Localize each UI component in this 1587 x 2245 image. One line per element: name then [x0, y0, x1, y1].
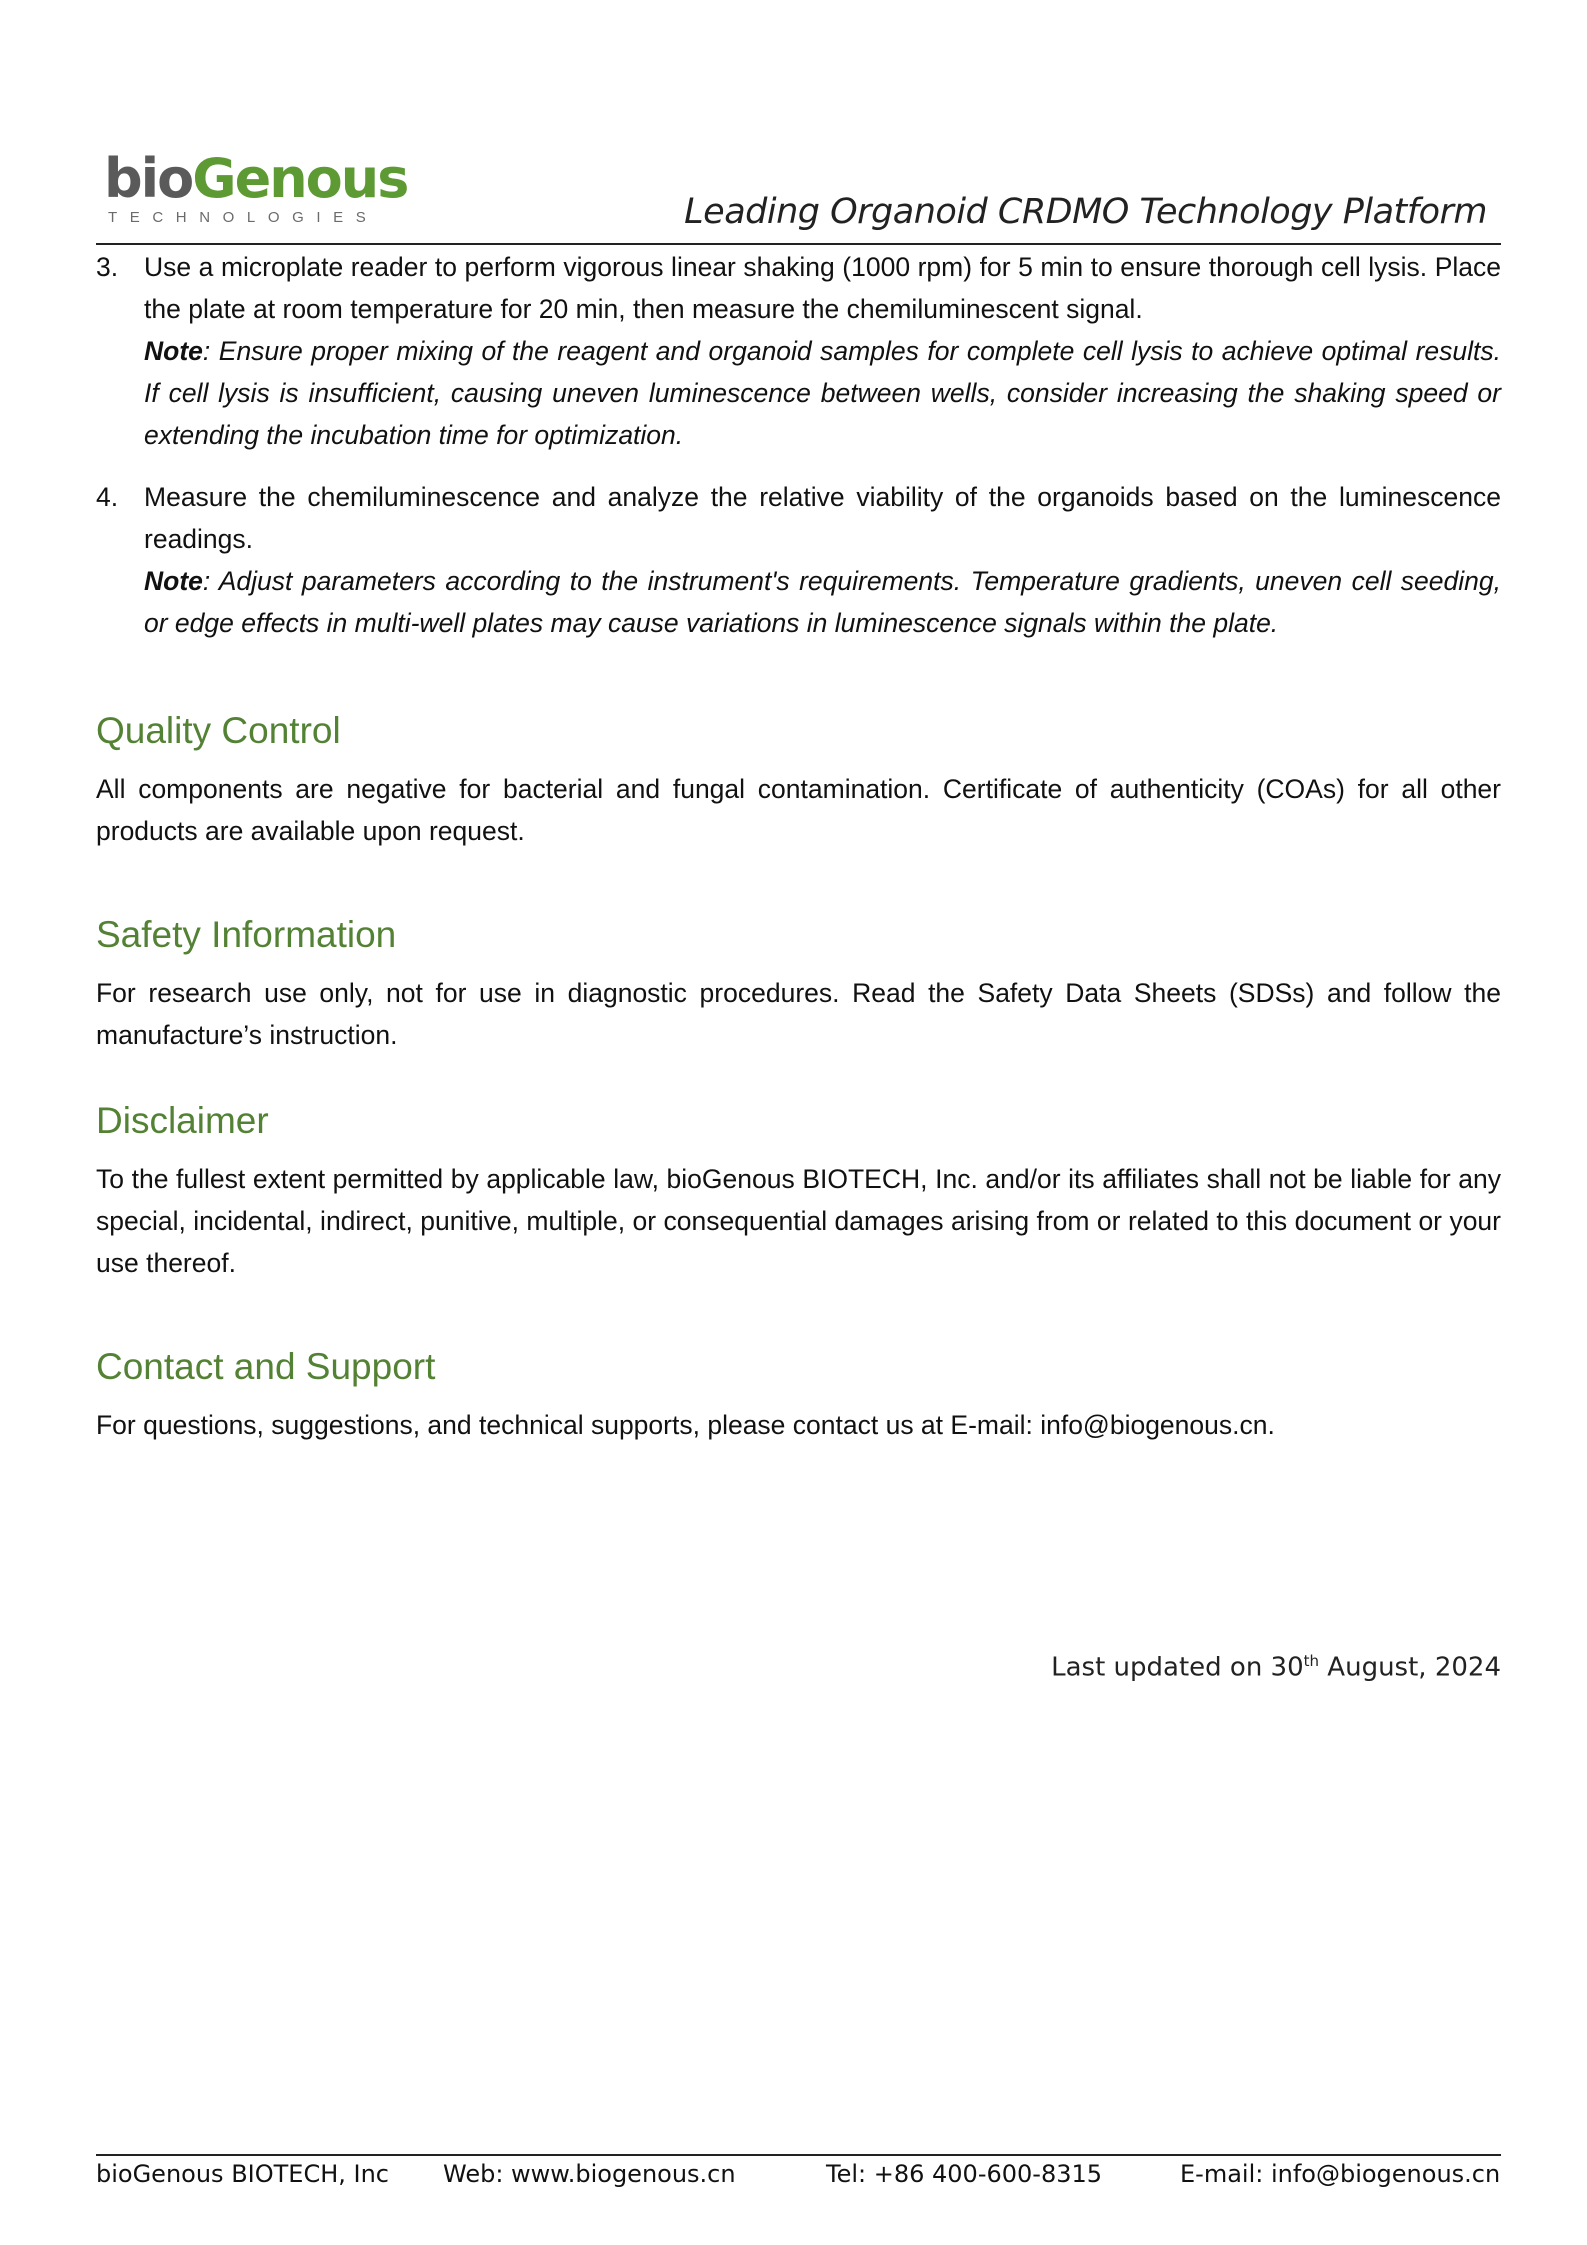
step-note [144, 560, 1501, 644]
section-body-safety-information: For research use only, not for use in diagnostic procedures. Read the Safety Data Sheets (SDSs) and follow the manufacture’s instruction. [96, 978, 1501, 1050]
step-item [96, 476, 1501, 644]
company-logo [104, 147, 408, 232]
section-body-disclaimer: To the fullest extent permitted by applicable law, bioGenous BIOTECH, Inc. and/or its affiliates shall not be liable for any special, incidental, indirect, punitive, multiple, or consequential damages arising from or related to this document or your use thereof. [96, 1164, 1501, 1278]
note-label: Note [144, 566, 203, 596]
step-note [144, 330, 1501, 456]
logo-genous: Genous [192, 147, 408, 210]
note-text: : Adjust parameters according to the instrument's requirements. Temperature gradients, uneven cell seeding, or edge effects in multi-well plates may cause variations in luminescence signals within the plate. [144, 566, 1501, 638]
footer-company: bioGenous BIOTECH, Inc [96, 2160, 389, 2188]
section-heading-quality-control: Quality Control [96, 710, 341, 751]
logo-bio: bio [104, 147, 193, 210]
note-text: : Ensure proper mixing of the reagent and organoid samples for complete cell lysis to achieve optimal results. If cell lysis is insufficient, causing uneven luminescence between wells, consider increasing the shaking speed or extending the incubation time for optimization. [144, 336, 1501, 450]
step-text: Use a microplate reader to perform vigorous linear shaking (1000 rpm) for 5 min to ensure thorough cell lysis. Place the plate at room temperature for 20 min, then measure the chemiluminescent signal. [144, 252, 1501, 324]
updated-sup: th [1303, 1652, 1320, 1670]
footer-web-link[interactable]: Web: www.biogenous.cn [443, 2160, 736, 2188]
header-tagline: Leading Organoid CRDMO Technology Platform [684, 192, 1487, 232]
footer-phone: Tel: +86 400-600-8315 [826, 2160, 1103, 2188]
section-heading-contact-support: Contact and Support [96, 1346, 436, 1387]
header-divider [96, 243, 1501, 245]
section-body-contact-support: For questions, suggestions, and technical supports, please contact us at E-mail: info@biogenous.cn. [96, 1410, 1275, 1440]
footer-email-link[interactable]: E-mail: info@biogenous.cn [1180, 2160, 1501, 2188]
logo-subtitle: TECHNOLOGIES [108, 209, 379, 226]
logo-wordmark [104, 147, 408, 210]
note-label: Note [144, 336, 203, 366]
section-body-quality-control: All components are negative for bacterial and fungal contamination. Certificate of authenticity (COAs) for all other products are available upon request. [96, 774, 1501, 846]
footer-divider [96, 2154, 1501, 2156]
step-number: 3. [96, 252, 119, 282]
document-body [96, 246, 1501, 1446]
step-number: 4. [96, 482, 119, 512]
last-updated [1051, 1652, 1501, 1683]
updated-suffix: August, 2024 [1319, 1652, 1501, 1683]
updated-prefix: Last updated on 30 [1051, 1652, 1304, 1683]
step-text: Measure the chemiluminescence and analyze the relative viability of the organoids based on the luminescence readings. [144, 482, 1501, 554]
section-heading-disclaimer: Disclaimer [96, 1100, 269, 1141]
step-item [96, 246, 1501, 456]
section-heading-safety-information: Safety Information [96, 914, 397, 955]
